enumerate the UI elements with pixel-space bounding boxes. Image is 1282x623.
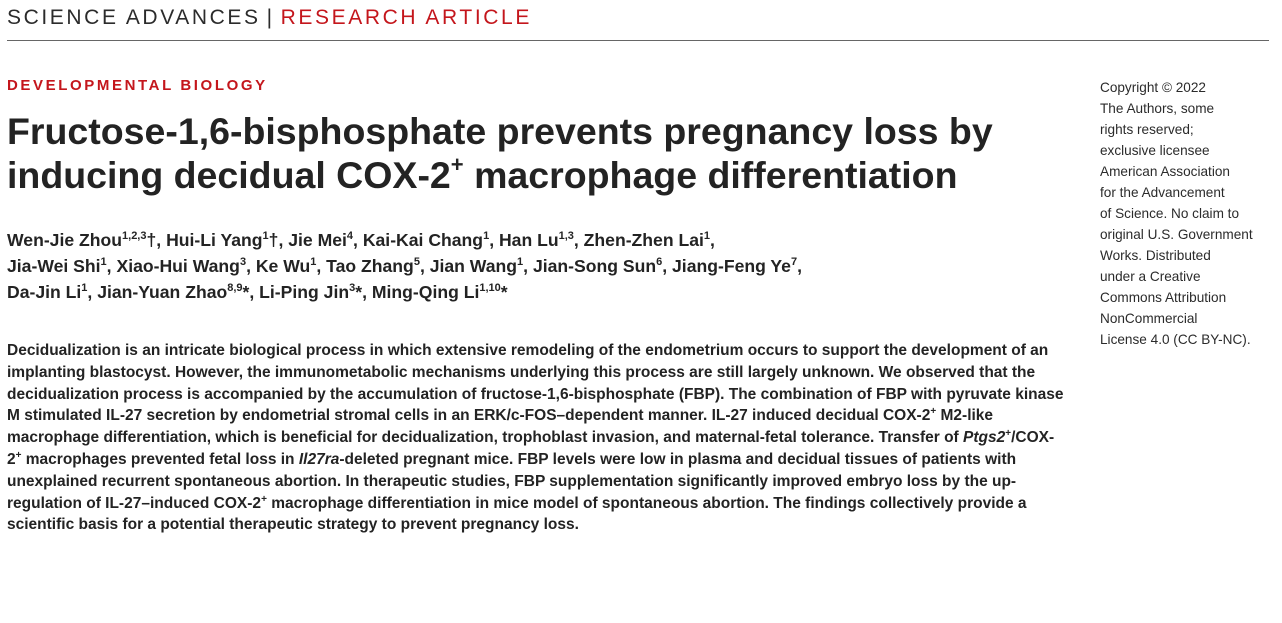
author — [326, 256, 430, 276]
abstract-superscript: + — [15, 449, 22, 461]
author-name: Jian-Yuan Zhao — [97, 282, 228, 302]
title-text-2: macrophage differentiation — [463, 154, 958, 196]
copyright-line: License 4.0 (CC BY-NC). — [1100, 332, 1251, 347]
author-name: Wen-Jie Zhou — [7, 230, 123, 250]
abstract-text: M2-like macrophage differentiation, which is beneficial for decidualization, trophoblast invasion, and maternal-fetal tolerance. Transfer of — [7, 407, 994, 447]
author-affiliation: 1 — [483, 230, 490, 243]
author-affiliation: 1 — [310, 256, 317, 269]
gene-name: Il27ra — [298, 450, 340, 468]
author-separator: , — [316, 256, 327, 276]
author — [97, 282, 259, 302]
copyright-line: original U.S. Government — [1100, 227, 1253, 242]
copyright-line: exclusive licensee — [1100, 143, 1210, 158]
author-mark: † — [146, 230, 157, 250]
author-affiliation: 1,2,3 — [122, 230, 147, 243]
author-list — [7, 227, 1067, 305]
copyright-line: under a Creative — [1100, 269, 1201, 284]
journal-name: SCIENCE ADVANCES — [7, 6, 261, 29]
author-name: Ke Wu — [255, 256, 311, 276]
title-superscript: + — [450, 151, 464, 177]
author — [363, 230, 499, 250]
copyright-line: Commons Attribution — [1100, 290, 1227, 305]
article-title — [7, 109, 1067, 197]
author — [672, 256, 802, 276]
author-separator: , — [419, 256, 430, 276]
copyright-line: Copyright © 2022 — [1100, 80, 1206, 95]
author — [116, 256, 255, 276]
copyright-line: of Science. No claim to — [1100, 206, 1240, 221]
author-separator: , — [797, 256, 802, 276]
author-affiliation: 1 — [517, 256, 524, 269]
author-affiliation: 1 — [81, 282, 88, 295]
author — [533, 256, 672, 276]
abstract — [7, 340, 1067, 536]
author-mark: * — [355, 282, 363, 302]
author-separator: , — [489, 230, 499, 250]
journal-masthead — [7, 6, 532, 30]
author — [288, 230, 363, 250]
author — [499, 230, 584, 250]
author — [7, 230, 166, 250]
author — [259, 282, 372, 302]
author — [166, 230, 288, 250]
author-affiliation: 4 — [346, 230, 354, 243]
author-affiliation: 7 — [790, 256, 798, 269]
title-text-1: Fructose-1,6-bisphosphate prevents pregnancy loss by inducing decidual COX-2 — [7, 110, 993, 196]
abstract-text: /COX-2 — [7, 429, 1055, 468]
abstract-text: -deleted pregnant mice. FBP levels were low in plasma and decidual tissues of patients with unexplained recurrent spontaneous abortion. In therapeutic studies, FBP supplementation significantly improved embryo loss by the up-regulation of IL-27–induced COX-2 — [7, 450, 1017, 512]
abstract-text: macrophages prevented fetal loss in — [21, 450, 299, 468]
author-affiliation: 1,10 — [479, 282, 501, 295]
copyright-line: rights reserved; — [1100, 122, 1194, 137]
author-name: Tao Zhang — [326, 256, 414, 276]
author-affiliation: 3 — [239, 256, 247, 269]
author-separator: , — [246, 256, 256, 276]
article-type: RESEARCH ARTICLE — [280, 6, 532, 29]
author-name: Ming-Qing Li — [371, 282, 480, 302]
author-mark: † — [268, 230, 279, 250]
author-separator: , — [523, 256, 533, 276]
author-name: Jia-Wei Shi — [7, 256, 101, 276]
author-separator: , — [156, 230, 167, 250]
copyright-line: NonCommercial — [1100, 311, 1198, 326]
author-mark: * — [242, 282, 250, 302]
author — [7, 256, 116, 276]
author-separator: , — [662, 256, 673, 276]
copyright-line: The Authors, some — [1100, 101, 1215, 116]
author-separator: , — [353, 230, 363, 250]
copyright-line: American Association — [1100, 164, 1230, 179]
author-name: Jian Wang — [429, 256, 518, 276]
copyright-line: Works. Distributed — [1100, 248, 1211, 263]
author-name: Zhen-Zhen Lai — [583, 230, 704, 250]
author-name: Han Lu — [498, 230, 559, 250]
abstract-superscript: + — [261, 493, 267, 505]
author-name: Hui-Li Yang — [166, 230, 263, 250]
author-affiliation: 1,3 — [558, 230, 574, 243]
author — [7, 282, 97, 302]
copyright-line: for the Advancement — [1100, 185, 1225, 200]
author-separator: , — [362, 282, 372, 302]
author-separator: , — [249, 282, 260, 302]
author-affiliation: 3 — [349, 282, 356, 295]
author-separator: , — [278, 230, 289, 250]
author-name: Xiao-Hui Wang — [116, 256, 240, 276]
author-name: Da-Jin Li — [7, 282, 82, 302]
author-affiliation: 1 — [100, 256, 107, 269]
author-affiliation: 6 — [656, 256, 663, 269]
author-separator: , — [573, 230, 584, 250]
author-name: Li-Ping Jin — [259, 282, 350, 302]
author — [430, 256, 533, 276]
masthead-separator: | — [266, 6, 275, 29]
author-affiliation: 8,9 — [227, 282, 243, 295]
author-affiliation: 1 — [703, 230, 711, 243]
author-separator: , — [87, 282, 98, 302]
author-separator: , — [106, 256, 117, 276]
author-name: Jie Mei — [288, 230, 347, 250]
copyright-notice — [1100, 77, 1280, 350]
section-label: DEVELOPMENTAL BIOLOGY — [7, 77, 268, 94]
abstract-text: Decidualization is an intricate biological process in which extensive remodeling of the endometrium occurs to support the development of an implanting blastocyst. However, the immunometabolic mechanisms underlying this process are still largely unknown. We observed that the decidualization process is accompanied by the accumulation of fructose-1,6-bisphosphate (FBP). The combination of FBP with pyruvate kinase M stimulated IL-27 secretion by endometrial stromal cells in an ERK/c-FOS–dependent manner. IL-27 induced decidual COX-2 — [7, 342, 1064, 425]
author-affiliation: 1 — [262, 230, 269, 243]
author-name: Jiang-Feng Ye — [672, 256, 791, 276]
gene-name: Ptgs2 — [963, 429, 1006, 447]
abstract-superscript: + — [1005, 428, 1012, 440]
author-name: Kai-Kai Chang — [362, 230, 484, 250]
author-name: Jian-Song Sun — [532, 256, 657, 276]
header-divider — [7, 40, 1269, 41]
author — [372, 282, 508, 302]
author-affiliation: 5 — [413, 256, 420, 269]
author-mark: * — [500, 282, 508, 302]
author — [256, 256, 326, 276]
abstract-superscript: + — [930, 406, 937, 418]
author — [584, 230, 715, 250]
abstract-text: macrophage differentiation in mice model of spontaneous abortion. The findings collectively provide a scientific basis for a potential therapeutic strategy to prevent pregnancy loss. — [7, 494, 1027, 534]
author-separator: , — [710, 230, 715, 250]
